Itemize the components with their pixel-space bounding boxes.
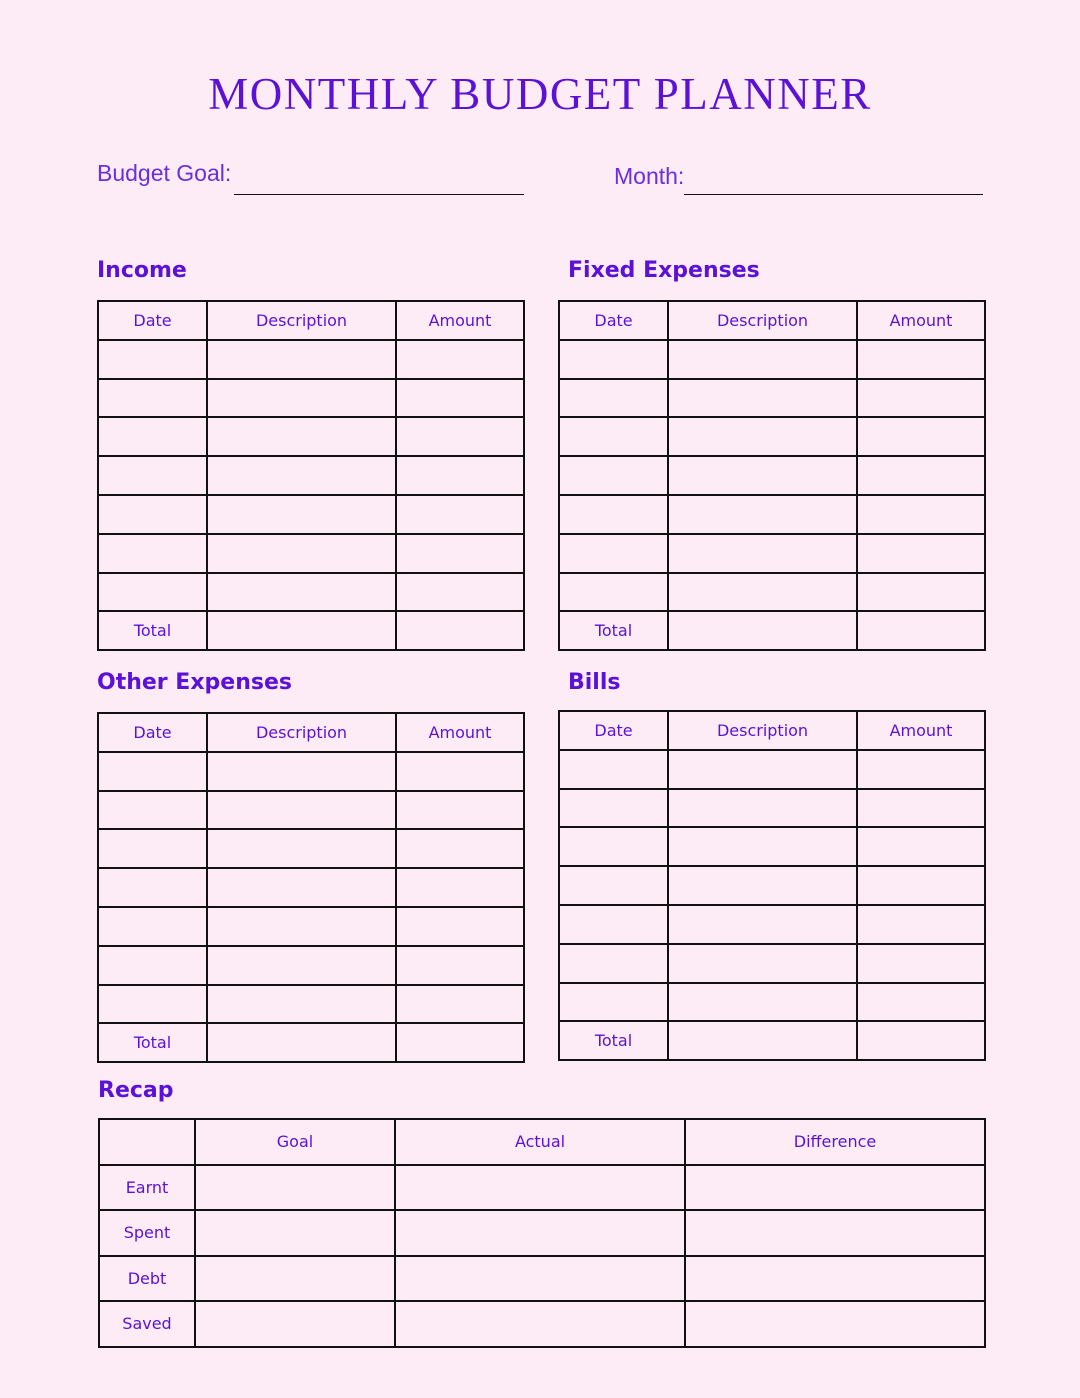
table-row [559, 573, 985, 612]
bills-date-cell[interactable] [559, 866, 668, 905]
table-header-row [98, 713, 524, 752]
budget-goal-label: Budget Goal: [97, 160, 232, 186]
income-amount-cell[interactable] [396, 340, 524, 379]
recap-goal-cell[interactable] [195, 1210, 395, 1256]
income-amount-cell[interactable] [396, 495, 524, 534]
bills-amount-cell[interactable] [857, 866, 985, 905]
fixed-expenses-amount-cell[interactable] [857, 340, 985, 379]
recap-difference-cell[interactable] [685, 1210, 985, 1256]
other-expenses-header-amount: Amount [396, 713, 524, 752]
fixed-expenses-header-amount: Amount [857, 301, 985, 340]
month-label: Month: [614, 163, 685, 189]
table-header-row [559, 711, 985, 750]
income-date-cell[interactable] [98, 534, 207, 573]
fixed-expenses-amount-cell[interactable] [857, 495, 985, 534]
income-description-cell[interactable] [207, 456, 396, 495]
income-date-cell[interactable] [98, 379, 207, 418]
other-expenses-description-cell[interactable] [207, 985, 396, 1024]
fixed-expenses-description-cell[interactable] [668, 379, 857, 418]
income-amount-cell[interactable] [396, 456, 524, 495]
fixed-expenses-amount-cell[interactable] [857, 456, 985, 495]
recap-goal-cell[interactable] [195, 1301, 395, 1347]
other-expenses-amount-cell[interactable] [396, 907, 524, 946]
table-row [559, 944, 985, 983]
table-row [98, 868, 524, 907]
bills-date-cell[interactable] [559, 944, 668, 983]
table-row [98, 946, 524, 985]
recap-actual-cell[interactable] [395, 1256, 685, 1302]
page-title: MONTHLY BUDGET PLANNER [208, 69, 872, 119]
income-description-cell[interactable] [207, 573, 396, 612]
income-header-amount: Amount [396, 301, 524, 340]
bills-amount-cell[interactable] [857, 905, 985, 944]
recap-row-label: Spent [99, 1210, 195, 1256]
fixed-expenses-amount-cell[interactable] [857, 417, 985, 456]
recap-goal-cell[interactable] [195, 1165, 395, 1211]
table-row [98, 791, 524, 830]
bills-total-amount-cell[interactable] [857, 1021, 985, 1060]
recap-row [99, 1165, 985, 1211]
bills-amount-cell[interactable] [857, 789, 985, 828]
total-row [559, 1021, 985, 1060]
bills-date-cell[interactable] [559, 827, 668, 866]
table-row [559, 905, 985, 944]
bills-description-cell[interactable] [668, 827, 857, 866]
fixed-expenses-date-cell[interactable] [559, 456, 668, 495]
other-expenses-title: Other Expenses [97, 670, 292, 695]
fixed-expenses-date-cell[interactable] [559, 340, 668, 379]
recap-table [98, 1118, 986, 1348]
table-header-row [559, 301, 985, 340]
fixed-expenses-table [558, 300, 986, 651]
recap-header-row [99, 1119, 985, 1165]
table-row [559, 534, 985, 573]
income-date-cell[interactable] [98, 340, 207, 379]
other-expenses-description-cell[interactable] [207, 752, 396, 791]
recap-row [99, 1256, 985, 1302]
table-header-row [98, 301, 524, 340]
table-row [98, 573, 524, 612]
table-row [559, 417, 985, 456]
other-expenses-description-cell[interactable] [207, 946, 396, 985]
bills-date-cell[interactable] [559, 905, 668, 944]
fixed-expenses-date-cell[interactable] [559, 417, 668, 456]
other-expenses-header-date: Date [98, 713, 207, 752]
bills-date-cell[interactable] [559, 789, 668, 828]
income-table [97, 300, 525, 651]
recap-row [99, 1210, 985, 1256]
other-expenses-amount-cell[interactable] [396, 791, 524, 830]
recap-header-goal: Goal [195, 1119, 395, 1165]
total-row [98, 1023, 524, 1062]
table-row [559, 495, 985, 534]
recap-row-label: Earnt [99, 1165, 195, 1211]
fixed-expenses-description-cell[interactable] [668, 495, 857, 534]
bills-date-cell[interactable] [559, 750, 668, 789]
table-row [559, 866, 985, 905]
recap-actual-cell[interactable] [395, 1210, 685, 1256]
table-row [559, 827, 985, 866]
fixed-expenses-title: Fixed Expenses [568, 258, 760, 283]
fixed-expenses-header-date: Date [559, 301, 668, 340]
table-row [98, 752, 524, 791]
income-date-cell[interactable] [98, 417, 207, 456]
recap-corner-cell [99, 1119, 195, 1165]
other-expenses-date-cell[interactable] [98, 946, 207, 985]
income-date-cell[interactable] [98, 495, 207, 534]
income-description-cell[interactable] [207, 340, 396, 379]
table-row [559, 456, 985, 495]
income-description-cell[interactable] [207, 534, 396, 573]
fixed-expenses-description-cell[interactable] [668, 534, 857, 573]
income-header-description: Description [207, 301, 396, 340]
fixed-expenses-description-cell[interactable] [668, 340, 857, 379]
bills-total-label: Total [559, 1021, 668, 1060]
bills-amount-cell[interactable] [857, 944, 985, 983]
fixed-expenses-description-cell[interactable] [668, 417, 857, 456]
month-field[interactable] [684, 194, 983, 195]
other-expenses-date-cell[interactable] [98, 791, 207, 830]
income-description-cell[interactable] [207, 379, 396, 418]
bills-header-amount: Amount [857, 711, 985, 750]
table-row [98, 340, 524, 379]
recap-row-label: Saved [99, 1301, 195, 1347]
table-row [98, 985, 524, 1024]
other-expenses-total-description-cell[interactable] [207, 1023, 396, 1062]
bills-amount-cell[interactable] [857, 983, 985, 1022]
recap-title: Recap [98, 1078, 174, 1103]
income-date-cell[interactable] [98, 573, 207, 612]
table-row [98, 495, 524, 534]
bills-description-cell[interactable] [668, 905, 857, 944]
fixed-expenses-header-description: Description [668, 301, 857, 340]
fixed-expenses-date-cell[interactable] [559, 379, 668, 418]
bills-total-description-cell[interactable] [668, 1021, 857, 1060]
table-row [559, 340, 985, 379]
recap-difference-cell[interactable] [685, 1256, 985, 1302]
bills-date-cell[interactable] [559, 983, 668, 1022]
other-expenses-description-cell[interactable] [207, 829, 396, 868]
fixed-expenses-date-cell[interactable] [559, 495, 668, 534]
table-row [559, 789, 985, 828]
fixed-expenses-total-label: Total [559, 611, 668, 650]
bills-header-description: Description [668, 711, 857, 750]
bills-description-cell[interactable] [668, 750, 857, 789]
income-total-description-cell[interactable] [207, 611, 396, 650]
other-expenses-table [97, 712, 525, 1063]
other-expenses-total-amount-cell[interactable] [396, 1023, 524, 1062]
table-row [98, 829, 524, 868]
bills-description-cell[interactable] [668, 866, 857, 905]
income-header-date: Date [98, 301, 207, 340]
table-row [98, 456, 524, 495]
other-expenses-date-cell[interactable] [98, 752, 207, 791]
fixed-expenses-total-amount-cell[interactable] [857, 611, 985, 650]
bills-header-date: Date [559, 711, 668, 750]
budget-goal-field[interactable] [234, 194, 524, 195]
bills-description-cell[interactable] [668, 944, 857, 983]
bills-description-cell[interactable] [668, 983, 857, 1022]
other-expenses-total-label: Total [98, 1023, 207, 1062]
other-expenses-date-cell[interactable] [98, 829, 207, 868]
table-row [98, 379, 524, 418]
income-date-cell[interactable] [98, 456, 207, 495]
other-expenses-amount-cell[interactable] [396, 946, 524, 985]
recap-actual-cell[interactable] [395, 1301, 685, 1347]
fixed-expenses-amount-cell[interactable] [857, 379, 985, 418]
other-expenses-date-cell[interactable] [98, 868, 207, 907]
table-row [559, 750, 985, 789]
total-row [98, 611, 524, 650]
recap-difference-cell[interactable] [685, 1165, 985, 1211]
other-expenses-date-cell[interactable] [98, 985, 207, 1024]
fixed-expenses-date-cell[interactable] [559, 534, 668, 573]
other-expenses-amount-cell[interactable] [396, 752, 524, 791]
recap-goal-cell[interactable] [195, 1256, 395, 1302]
recap-header-difference: Difference [685, 1119, 985, 1165]
bills-table [558, 710, 986, 1061]
total-row [559, 611, 985, 650]
recap-difference-cell[interactable] [685, 1301, 985, 1347]
income-amount-cell[interactable] [396, 379, 524, 418]
fixed-expenses-description-cell[interactable] [668, 573, 857, 612]
fixed-expenses-total-description-cell[interactable] [668, 611, 857, 650]
table-row [98, 907, 524, 946]
income-amount-cell[interactable] [396, 573, 524, 612]
other-expenses-header-description: Description [207, 713, 396, 752]
income-description-cell[interactable] [207, 495, 396, 534]
other-expenses-amount-cell[interactable] [396, 868, 524, 907]
fixed-expenses-description-cell[interactable] [668, 456, 857, 495]
other-expenses-amount-cell[interactable] [396, 829, 524, 868]
fixed-expenses-amount-cell[interactable] [857, 573, 985, 612]
income-description-cell[interactable] [207, 417, 396, 456]
bills-amount-cell[interactable] [857, 750, 985, 789]
table-row [98, 417, 524, 456]
fixed-expenses-amount-cell[interactable] [857, 534, 985, 573]
other-expenses-date-cell[interactable] [98, 907, 207, 946]
recap-header-actual: Actual [395, 1119, 685, 1165]
income-total-label: Total [98, 611, 207, 650]
income-total-amount-cell[interactable] [396, 611, 524, 650]
recap-actual-cell[interactable] [395, 1165, 685, 1211]
bills-title: Bills [568, 670, 621, 695]
income-title: Income [97, 258, 187, 283]
income-amount-cell[interactable] [396, 534, 524, 573]
bills-amount-cell[interactable] [857, 827, 985, 866]
bills-description-cell[interactable] [668, 789, 857, 828]
fixed-expenses-date-cell[interactable] [559, 573, 668, 612]
recap-row [99, 1301, 985, 1347]
income-amount-cell[interactable] [396, 417, 524, 456]
other-expenses-description-cell[interactable] [207, 907, 396, 946]
table-row [559, 379, 985, 418]
table-row [98, 534, 524, 573]
table-row [559, 983, 985, 1022]
other-expenses-amount-cell[interactable] [396, 985, 524, 1024]
recap-row-label: Debt [99, 1256, 195, 1302]
other-expenses-description-cell[interactable] [207, 791, 396, 830]
other-expenses-description-cell[interactable] [207, 868, 396, 907]
